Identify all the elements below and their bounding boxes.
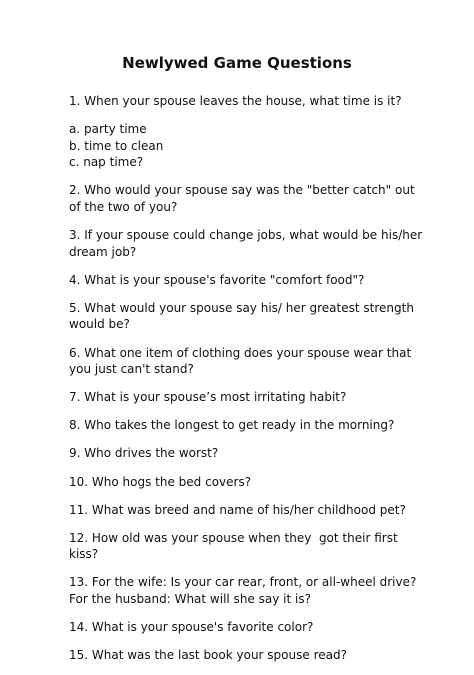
question-7: 7. What is your spouse’s most irritating habit?	[69, 390, 347, 405]
question-2: 2. Who would your spouse say was the "better catch" out of the two of you?	[69, 183, 419, 214]
option-a: a. party time	[69, 122, 147, 137]
question-4: 4. What is your spouse's favorite "comfort food"?	[69, 272, 365, 287]
question-3: 3. If your spouse could change jobs, what would be his/her dream job?	[69, 228, 426, 259]
question-15: 15. What was the last book your spouse read?	[69, 648, 347, 663]
question-9: 9. Who drives the worst?	[69, 446, 219, 461]
question-13: 13. For the wife: Is your car rear, front, or all-wheel drive? For the husband: What will she say it is?	[69, 575, 421, 606]
question-list	[69, 93, 429, 675]
question-1: 1. When your spouse leaves the house, what time is it?	[69, 94, 402, 108]
question-1-options	[69, 121, 429, 171]
page-title: Newlywed Game Questions	[122, 54, 352, 72]
question-10: 10. Who hogs the bed covers?	[69, 474, 252, 489]
question-8: 8. Who takes the longest to get ready in the morning?	[69, 418, 395, 433]
question-12: 12. How old was your spouse when they got their first kiss?	[69, 530, 402, 562]
question-11: 11. What was breed and name of his/her childhood pet?	[69, 502, 406, 517]
option-b: b. time to clean	[69, 138, 164, 153]
question-6: 6. What one item of clothing does your spouse wear that you just can't stand?	[69, 345, 415, 377]
question-5: 5. What would your spouse say his/ her greatest strength would be?	[69, 300, 418, 332]
option-c: c. nap time?	[69, 155, 144, 170]
question-14: 14. What is your spouse's favorite color?	[69, 620, 314, 635]
